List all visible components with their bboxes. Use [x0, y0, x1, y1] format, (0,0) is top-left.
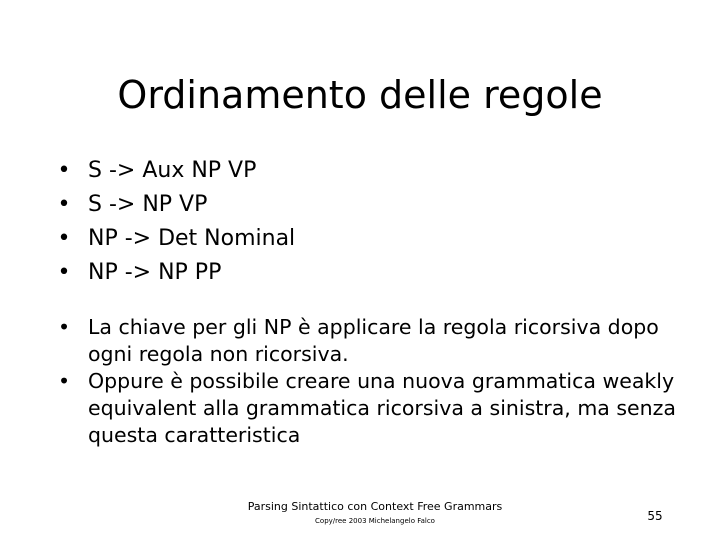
grammar-rules-list: [56, 154, 295, 290]
grammar-rule-text: S -> Aux NP VP: [88, 158, 257, 183]
bullet-icon: •: [57, 226, 71, 251]
grammar-rule: [56, 154, 295, 188]
grammar-rule-text: NP -> NP PP: [88, 260, 222, 285]
footer-title: Parsing Sintattico con Context Free Grammars: [247, 500, 503, 513]
slide-footer: [210, 500, 540, 528]
page-number: 55: [647, 509, 663, 523]
explanation-text: La chiave per gli NP è applicare la regola ricorsiva dopo ogni regola non ricorsiva.: [88, 315, 659, 366]
bullet-icon: •: [57, 192, 71, 217]
footer-copyright: Copy/ree 2003 Michelangelo Falco: [315, 517, 435, 525]
grammar-rule-text: NP -> Det Nominal: [88, 226, 296, 251]
grammar-rule-text: S -> NP VP: [88, 192, 208, 217]
grammar-rule: [56, 188, 295, 222]
explanation-text: Oppure è possibile creare una nuova grammatica weakly equivalent alla grammatica ricorsiva a sinistra, ma senza questa caratteristica: [88, 369, 676, 447]
explanation-item: [56, 368, 676, 449]
bullet-icon: •: [57, 315, 71, 339]
bullet-icon: •: [57, 158, 71, 183]
grammar-rule: [56, 256, 295, 290]
explanation-list: [56, 314, 676, 449]
bullet-icon: •: [57, 260, 71, 285]
slide-title: Ordinamento delle regole: [117, 73, 603, 117]
bullet-icon: •: [57, 369, 71, 393]
explanation-item: [56, 314, 676, 368]
grammar-rule: [56, 222, 295, 256]
